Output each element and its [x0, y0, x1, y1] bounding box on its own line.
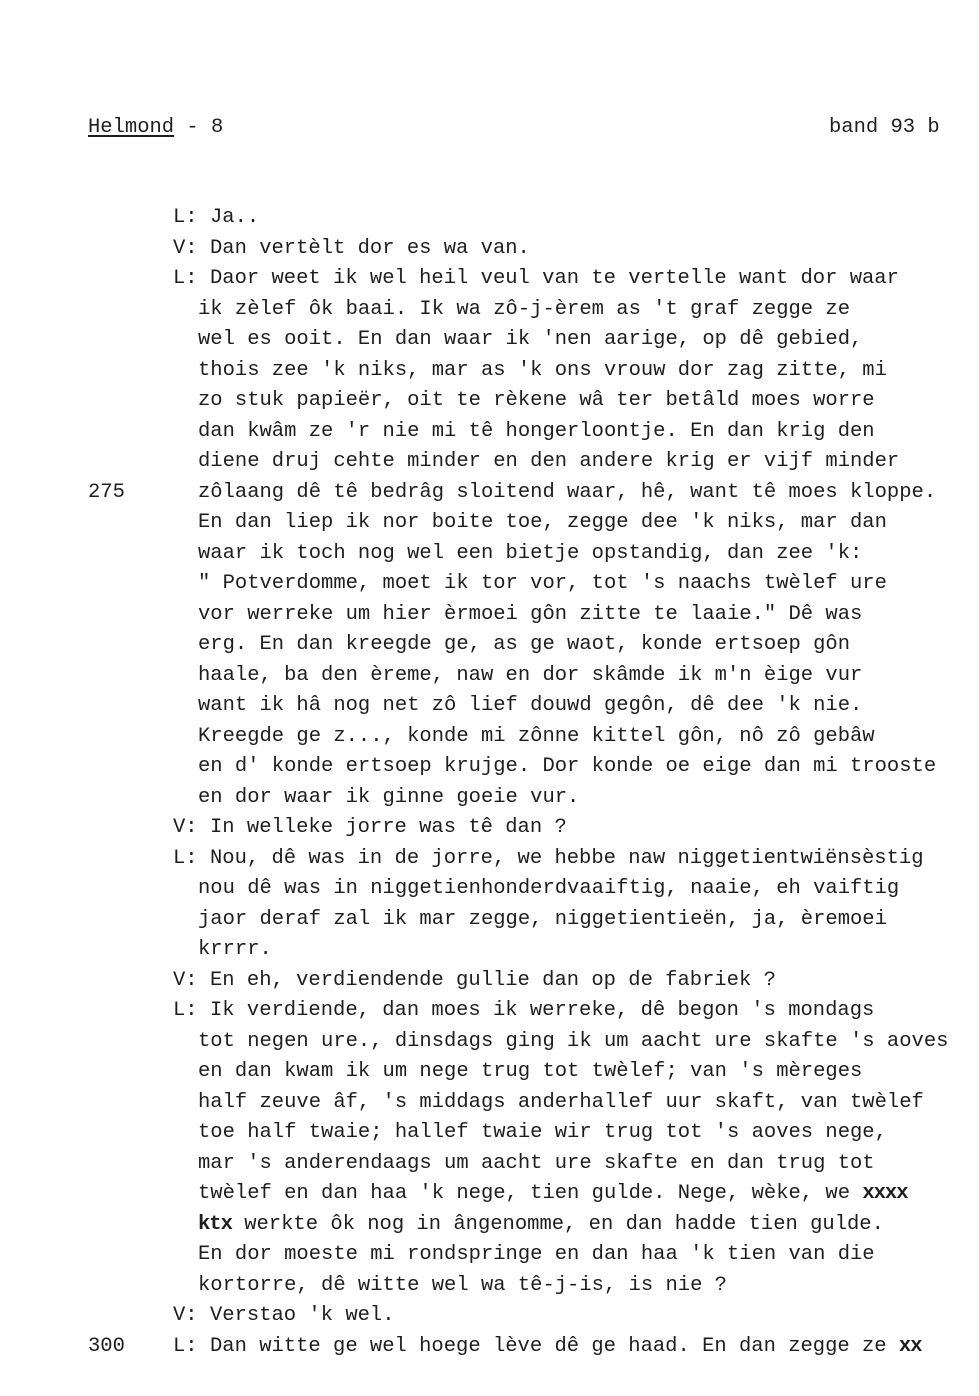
line-text: dan kwâm ze 'r nie mi tê hongerloontje. En dan krig den	[198, 419, 875, 443]
transcript-line	[0, 966, 979, 997]
transcript-line	[0, 447, 979, 478]
transcript-line	[0, 569, 979, 600]
transcript-line	[0, 752, 979, 783]
transcript-line	[0, 325, 979, 356]
transcript-line	[0, 1179, 979, 1210]
transcript-line	[0, 905, 979, 936]
speaker-label: L:	[173, 206, 198, 229]
transcript-line	[0, 722, 979, 753]
struck-out-text: xxxx	[862, 1182, 908, 1205]
transcript-line	[0, 234, 979, 265]
line-text: erg. En dan kreegde ge, as ge waot, konde ertsoep gôn	[198, 633, 851, 656]
transcript-line	[0, 295, 979, 326]
line-text: En dor moeste mi rondspringe en dan haa 'k tien van die	[198, 1243, 875, 1266]
transcript-line	[0, 1210, 979, 1241]
page-number: - 8	[174, 116, 224, 139]
document-title: Helmond	[88, 116, 175, 139]
struck-out-text: xx	[898, 1334, 922, 1358]
line-text: want ik hâ nog net zô lief douwd gegôn, dê dee 'k nie.	[198, 694, 863, 717]
transcript-line	[0, 1240, 979, 1271]
transcript-line	[0, 203, 979, 234]
margin-line-number: 275	[88, 480, 125, 504]
line-text: jaor deraf zal ik mar zegge, niggetientieën, ja, èremoei	[198, 907, 887, 931]
line-text: En dan liep ik nor boite toe, zegge dee 'k niks, mar dan	[198, 511, 887, 534]
line-text: Kreegde ge z..., konde mi zônne kittel gôn, nô zô gebâw	[198, 724, 875, 748]
transcript-line	[0, 264, 979, 295]
line-text: waar ik toch nog wel een bietje opstandig, dan zee 'k:	[198, 541, 863, 565]
transcript-line	[0, 813, 979, 844]
line-text: en d' konde ertsoep krujge. Dor konde oe eige dan mi trooste	[198, 755, 937, 778]
line-text: nou dê was in niggetienhonderdvaaiftig, naaie, eh vaiftig	[198, 877, 900, 900]
transcript-line	[0, 691, 979, 722]
transcript-line	[0, 1027, 979, 1058]
line-text: ik zèlef ôk baai. Ik wa zô-j-èrem as 't graf zegge ze	[198, 297, 851, 321]
speaker-label: L:	[173, 999, 198, 1022]
line-text: twèlef en dan haa 'k nege, tien gulde. Nege, wèke, we	[198, 1182, 863, 1205]
speaker-label: V:	[173, 1304, 198, 1327]
line-text: krrrr.	[198, 938, 272, 961]
transcript-line	[0, 1149, 979, 1180]
transcript-line	[0, 386, 979, 417]
line-text: Nou, dê was in de jorre, we hebbe naw niggetientwiënsèstig	[210, 846, 924, 870]
line-text: thois zee 'k niks, mar as 'k ons vrouw dor zag zitte, mi	[198, 358, 887, 382]
line-text: En eh, verdiendende gullie dan op de fabriek ?	[210, 968, 776, 992]
line-text: Dan vertèlt dor es wa van.	[210, 236, 530, 260]
speaker-label: L:	[173, 1334, 198, 1358]
line-text: half zeuve âf, 's middags anderhallef uur skaft, van twèlef	[198, 1090, 924, 1114]
transcript-line	[0, 600, 979, 631]
transcript-line	[0, 1088, 979, 1119]
line-text: haale, ba den èreme, naw en dor skâmde ik m'n èige vur	[198, 663, 863, 687]
transcript-line	[0, 478, 979, 509]
transcript-line	[0, 874, 979, 905]
line-text: mar 's anderendaags um aacht ure skafte en dan trug tot	[198, 1151, 875, 1175]
transcript-line	[0, 417, 979, 448]
transcript-line	[0, 356, 979, 387]
transcript-line	[0, 539, 979, 570]
line-text: tot negen ure., dinsdags ging ik um aacht ure skafte 's aoves	[198, 1029, 949, 1053]
transcript-line	[0, 844, 979, 875]
page-header-left	[88, 113, 223, 143]
transcript-line	[0, 508, 979, 539]
transcript-line	[0, 935, 979, 966]
speaker-label: V:	[173, 816, 198, 839]
transcript-line	[0, 1301, 979, 1332]
struck-out-text: ktx	[198, 1212, 232, 1236]
line-text: " Potverdomme, moet ik tor vor, tot 's naachs twèlef ure	[198, 572, 887, 595]
line-text: zo stuk papieër, oit te rèkene wâ ter betâld moes worre	[198, 389, 875, 412]
line-text: toe half twaie; hallef twaie wir trug tot 's aoves nege,	[198, 1121, 887, 1144]
line-text: kortorre, dê witte wel wa tê-j-is, is nie ?	[198, 1273, 727, 1297]
line-text: Ik verdiende, dan moes ik werreke, dê begon 's mondags	[210, 999, 875, 1022]
speaker-label: L:	[173, 267, 198, 290]
speaker-label: L:	[173, 846, 198, 870]
transcript-line	[0, 630, 979, 661]
speaker-label: V:	[173, 968, 198, 992]
line-text: Dan witte ge wel hoege lève dê ge haad. En dan zegge ze	[210, 1334, 899, 1358]
line-text: en dor waar ik ginne goeie vur.	[198, 785, 580, 809]
line-text: Daor weet ik wel heil veul van te vertelle want dor waar	[210, 267, 899, 290]
transcript-body	[0, 203, 979, 1362]
margin-line-number: 300	[88, 1334, 125, 1358]
line-text: wel es ooit. En dan waar ik 'nen aarige, op dê gebied,	[198, 328, 863, 351]
speaker-label: V:	[173, 236, 198, 260]
line-text: Verstao 'k wel.	[210, 1304, 395, 1327]
line-text: werkte ôk nog in ângenomme, en dan hadde tien gulde.	[231, 1212, 884, 1236]
line-text: vor werreke um hier èrmoei gôn zitte te laaie." Dê was	[198, 602, 863, 626]
transcript-line	[0, 661, 979, 692]
line-text: en dan kwam ik um nege trug tot twèlef; van 's mèreges	[198, 1060, 863, 1083]
line-text: diene druj cehte minder en den andere krig er vijf minder	[198, 450, 900, 473]
line-text: In welleke jorre was tê dan ?	[210, 816, 567, 839]
transcript-line	[0, 783, 979, 814]
band-label: band 93 b	[829, 116, 940, 139]
transcript-line	[0, 1118, 979, 1149]
transcript-line	[0, 1057, 979, 1088]
transcript-line	[0, 996, 979, 1027]
transcript-line	[0, 1332, 979, 1363]
line-text: Ja..	[210, 206, 260, 229]
transcript-line	[0, 1271, 979, 1302]
line-text: zôlaang dê tê bedrâg sloitend waar, hê, want tê moes kloppe.	[198, 480, 937, 504]
